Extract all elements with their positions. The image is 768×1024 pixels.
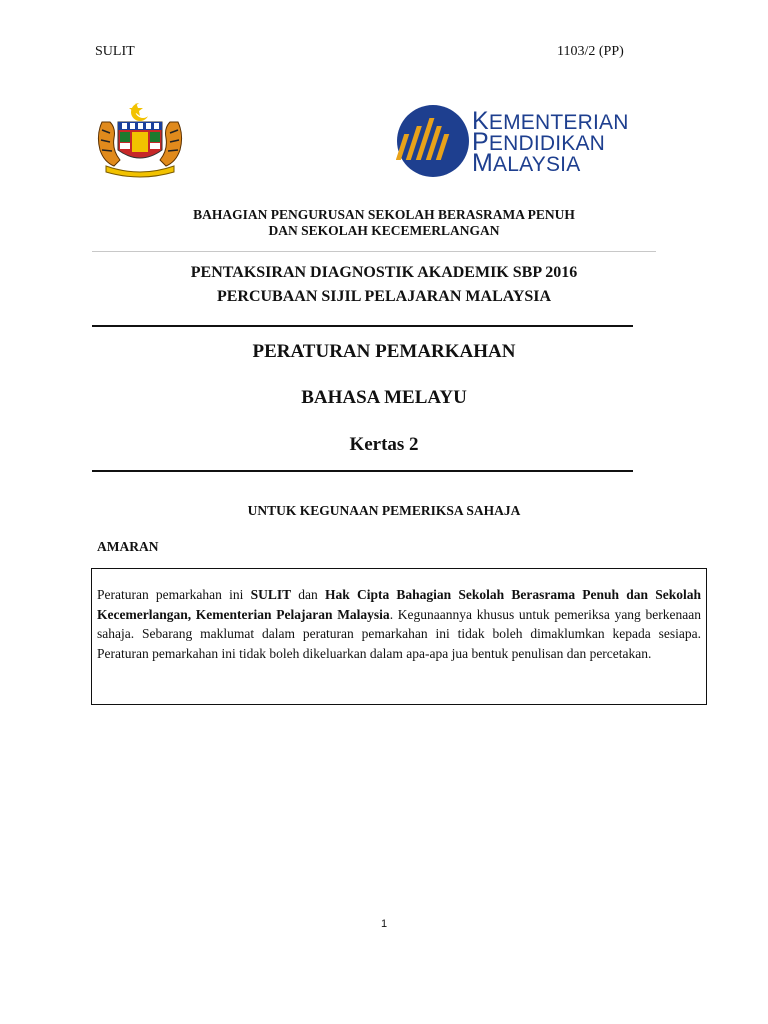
organisation-line2: DAN SEKOLAH KECEMERLANGAN (268, 223, 500, 238)
exam-title-line1: PENTAKSIRAN DIAGNOSTIK AKADEMIK SBP 2016 (190, 264, 578, 281)
document-title: PERATURAN PEMARKAHAN (252, 341, 516, 362)
page-number: 1 (380, 918, 388, 930)
kpm-wordmark-line2: PENDIDIKAN (472, 128, 606, 156)
usage-note: UNTUK KEGUNAAN PEMERIKSA SAHAJA (247, 503, 521, 518)
kpm-wordmark-line3: MALAYSIA (472, 149, 581, 177)
warning-label: AMARAN (97, 539, 159, 554)
kpm-logo-icon (396, 104, 470, 178)
coat-of-arms-icon (92, 100, 188, 180)
divider-top (92, 325, 633, 327)
divider-bottom (92, 470, 633, 472)
warning-text: Peraturan pemarkahan ini SULIT dan Hak Cipta Bahagian Sekolah Berasrama Penuh dan Sekolah Kecemerlangan, Kementerian Pelajaran Malaysia. Kegunaannya khusus untuk pemeriksa yang berkenaan sahaja. Sebarang maklumat dalam peraturan pemarkahan ini tidak boleh dimaklumkan kepada sesiapa. Peraturan pemarkahan ini tidak boleh dikeluarkan dalam apa-apa jua bentuk penulisan dan percetakan. (97, 587, 701, 661)
header-left-label: SULIT (95, 44, 135, 59)
divider-thin (92, 251, 656, 252)
subject-title: BAHASA MELAYU (301, 387, 467, 408)
exam-title-line2: PERCUBAAN SIJIL PELAJARAN MALAYSIA (216, 288, 552, 305)
paper-title: Kertas 2 (349, 434, 419, 455)
kpm-wordmark-line1: KEMENTERIAN (472, 107, 629, 135)
organisation-line1: BAHAGIAN PENGURUSAN SEKOLAH BERASRAMA PENUH (193, 207, 575, 222)
header-right-code: 1103/2 (PP) (557, 44, 624, 59)
warning-box (91, 568, 707, 705)
